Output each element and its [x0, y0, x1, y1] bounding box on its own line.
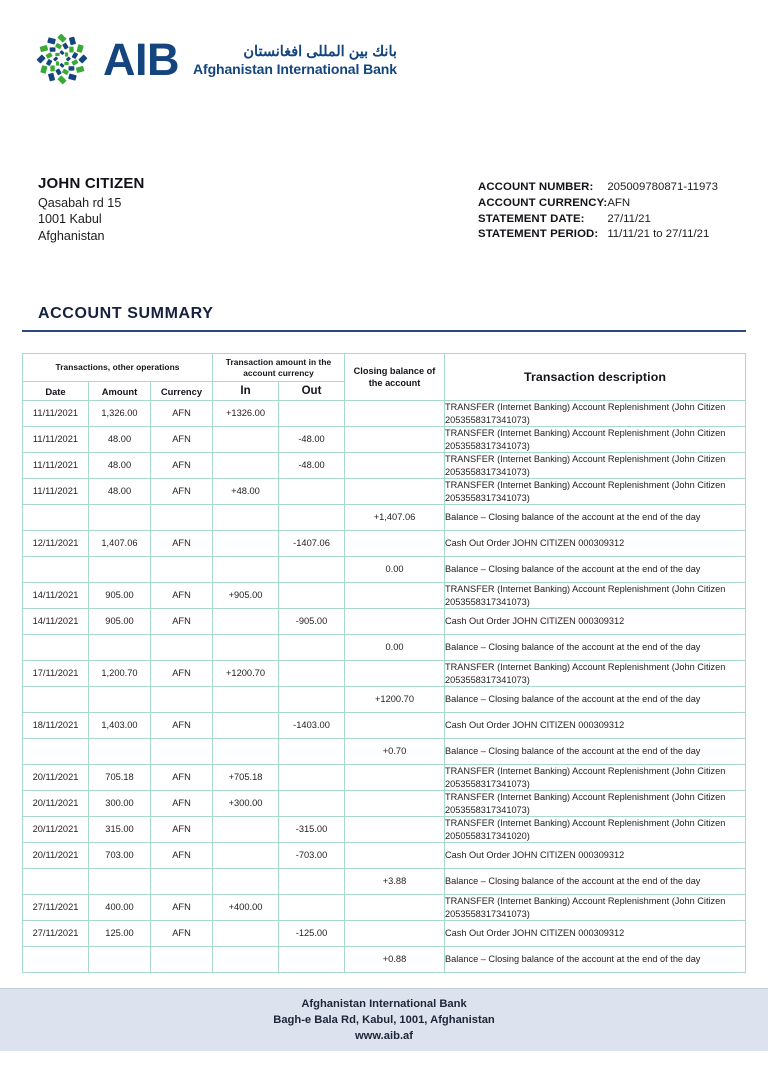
- cell-description: Cash Out Order JOHN CITIZEN 000309312: [445, 713, 746, 739]
- header-transaction-description: Transaction description: [445, 354, 746, 401]
- cell-in: [213, 843, 279, 869]
- cell-currency: [151, 635, 213, 661]
- balance-row: [23, 739, 746, 765]
- cell-currency: AFN: [151, 921, 213, 947]
- statement-date-value: 27/11/21: [607, 212, 651, 225]
- cell-amount: [89, 505, 151, 531]
- cell-amount: 1,407.06: [89, 531, 151, 557]
- cell-currency: [151, 687, 213, 713]
- cell-amount: [89, 947, 151, 973]
- cell-out: [279, 557, 345, 583]
- cell-out: -48.00: [279, 427, 345, 453]
- cell-balance: [345, 453, 445, 479]
- cell-balance: +1,407.06: [345, 505, 445, 531]
- customer-address-line-3: Afghanistan: [38, 228, 105, 243]
- aib-letters: AIB: [103, 33, 179, 85]
- cell-balance: [345, 583, 445, 609]
- cell-amount: 703.00: [89, 843, 151, 869]
- cell-description: Cash Out Order JOHN CITIZEN 000309312: [445, 609, 746, 635]
- account-currency-row: [478, 196, 718, 212]
- bank-name-english: Afghanistan International Bank: [193, 60, 397, 77]
- cell-in: [213, 609, 279, 635]
- cell-date: 14/11/2021: [23, 583, 89, 609]
- table-header-group-row: [23, 354, 746, 382]
- cell-currency: [151, 869, 213, 895]
- cell-description: Balance – Closing balance of the account at the end of the day: [445, 947, 746, 973]
- cell-balance: [345, 765, 445, 791]
- cell-date: [23, 557, 89, 583]
- cell-amount: 400.00: [89, 895, 151, 921]
- cell-date: 11/11/2021: [23, 427, 89, 453]
- cell-description: Balance – Closing balance of the account at the end of the day: [445, 505, 746, 531]
- cell-amount: 48.00: [89, 453, 151, 479]
- cell-currency: AFN: [151, 661, 213, 687]
- cell-in: [213, 635, 279, 661]
- header-out: Out: [279, 382, 345, 401]
- cell-currency: [151, 557, 213, 583]
- table-row: [23, 453, 746, 479]
- cell-out: [279, 479, 345, 505]
- cell-description: Cash Out Order JOHN CITIZEN 000309312: [445, 843, 746, 869]
- cell-description: TRANSFER (Internet Banking) Account Replenishment (John Citizen 2053558317341073): [445, 479, 746, 505]
- cell-amount: 48.00: [89, 427, 151, 453]
- header-date: Date: [23, 382, 89, 401]
- cell-date: [23, 947, 89, 973]
- cell-out: [279, 401, 345, 427]
- cell-date: 27/11/2021: [23, 921, 89, 947]
- cell-amount: 125.00: [89, 921, 151, 947]
- cell-in: [213, 817, 279, 843]
- cell-currency: AFN: [151, 583, 213, 609]
- cell-amount: 48.00: [89, 479, 151, 505]
- cell-balance: 0.00: [345, 635, 445, 661]
- cell-amount: 1,200.70: [89, 661, 151, 687]
- cell-currency: AFN: [151, 609, 213, 635]
- cell-currency: [151, 947, 213, 973]
- cell-amount: 300.00: [89, 791, 151, 817]
- cell-date: [23, 687, 89, 713]
- account-number-row: [478, 180, 718, 196]
- cell-date: 20/11/2021: [23, 817, 89, 843]
- cell-amount: 905.00: [89, 609, 151, 635]
- cell-out: [279, 687, 345, 713]
- cell-amount: 1,403.00: [89, 713, 151, 739]
- cell-balance: [345, 843, 445, 869]
- cell-balance: [345, 401, 445, 427]
- cell-out: -1407.06: [279, 531, 345, 557]
- title-divider: [22, 330, 746, 332]
- cell-date: 12/11/2021: [23, 531, 89, 557]
- cell-currency: AFN: [151, 713, 213, 739]
- transactions-table: [22, 353, 746, 973]
- table-row: [23, 583, 746, 609]
- header-amount: Amount: [89, 382, 151, 401]
- cell-balance: [345, 713, 445, 739]
- cell-in: [213, 505, 279, 531]
- table-row: [23, 713, 746, 739]
- table-row: [23, 895, 746, 921]
- cell-in: [213, 531, 279, 557]
- cell-date: 11/11/2021: [23, 453, 89, 479]
- cell-out: [279, 869, 345, 895]
- cell-currency: AFN: [151, 453, 213, 479]
- cell-date: 20/11/2021: [23, 765, 89, 791]
- cell-in: [213, 427, 279, 453]
- header-transactions-group: Transactions, other operations: [23, 354, 213, 382]
- transactions-table-body: [23, 401, 746, 973]
- cell-balance: +3.88: [345, 869, 445, 895]
- cell-out: [279, 791, 345, 817]
- cell-balance: [345, 479, 445, 505]
- cell-balance: [345, 531, 445, 557]
- cell-balance: [345, 895, 445, 921]
- cell-date: 18/11/2021: [23, 713, 89, 739]
- table-row: [23, 427, 746, 453]
- cell-description: Cash Out Order JOHN CITIZEN 000309312: [445, 921, 746, 947]
- cell-amount: [89, 739, 151, 765]
- table-row: [23, 765, 746, 791]
- cell-description: TRANSFER (Internet Banking) Account Replenishment (John Citizen 2053558317341073): [445, 453, 746, 479]
- cell-out: -1403.00: [279, 713, 345, 739]
- cell-amount: [89, 635, 151, 661]
- balance-row: [23, 869, 746, 895]
- footer-website: www.aib.af: [354, 1030, 414, 1042]
- cell-description: TRANSFER (Internet Banking) Account Replenishment (John Citizen 2053558317341073): [445, 401, 746, 427]
- cell-balance: [345, 609, 445, 635]
- balance-row: [23, 505, 746, 531]
- cell-in: [213, 713, 279, 739]
- table-row: [23, 401, 746, 427]
- cell-out: [279, 739, 345, 765]
- cell-date: [23, 869, 89, 895]
- cell-currency: AFN: [151, 843, 213, 869]
- cell-in: [213, 739, 279, 765]
- cell-balance: +0.88: [345, 947, 445, 973]
- balance-row: [23, 947, 746, 973]
- balance-row: [23, 635, 746, 661]
- cell-date: 17/11/2021: [23, 661, 89, 687]
- cell-description: Balance – Closing balance of the account at the end of the day: [445, 557, 746, 583]
- cell-amount: 1,326.00: [89, 401, 151, 427]
- account-currency-label: ACCOUNT CURRENCY:: [478, 196, 608, 209]
- cell-date: 20/11/2021: [23, 843, 89, 869]
- cell-currency: AFN: [151, 895, 213, 921]
- cell-in: [213, 453, 279, 479]
- header-currency: Currency: [151, 382, 213, 401]
- cell-out: [279, 895, 345, 921]
- cell-description: TRANSFER (Internet Banking) Account Replenishment (John Citizen 2053558317341073): [445, 895, 746, 921]
- cell-description: Balance – Closing balance of the account at the end of the day: [445, 869, 746, 895]
- cell-currency: [151, 739, 213, 765]
- customer-address-line-2: 1001 Kabul: [38, 212, 102, 226]
- cell-description: TRANSFER (Internet Banking) Account Replenishment (John Citizen 2053558317341073): [445, 583, 746, 609]
- cell-in: +705.18: [213, 765, 279, 791]
- cell-description: TRANSFER (Internet Banking) Account Replenishment (John Citizen 2053558317341073): [445, 661, 746, 687]
- table-row: [23, 609, 746, 635]
- page-title: ACCOUNT SUMMARY: [38, 305, 214, 322]
- customer-address-block: [38, 176, 145, 244]
- cell-out: -703.00: [279, 843, 345, 869]
- cell-in: +300.00: [213, 791, 279, 817]
- cell-description: TRANSFER (Internet Banking) Account Replenishment (John Citizen 2053558317341073): [445, 791, 746, 817]
- cell-balance: [345, 791, 445, 817]
- statement-date-label: STATEMENT DATE:: [478, 212, 585, 225]
- cell-amount: [89, 687, 151, 713]
- account-number-value: 205009780871-11973: [607, 181, 718, 193]
- table-row: [23, 843, 746, 869]
- cell-date: 14/11/2021: [23, 609, 89, 635]
- cell-currency: AFN: [151, 479, 213, 505]
- table-row: [23, 661, 746, 687]
- customer-name: JOHN CITIZEN: [38, 175, 145, 192]
- cell-out: -315.00: [279, 817, 345, 843]
- cell-description: TRANSFER (Internet Banking) Account Replenishment (John Citizen 2053558317341073): [445, 765, 746, 791]
- cell-description: TRANSFER (Internet Banking) Account Replenishment (John Citizen 2053558317341073): [445, 427, 746, 453]
- cell-date: 27/11/2021: [23, 895, 89, 921]
- cell-date: [23, 739, 89, 765]
- cell-description: TRANSFER (Internet Banking) Account Replenishment (John Citizen 2050558317341020): [445, 817, 746, 843]
- cell-date: 20/11/2021: [23, 791, 89, 817]
- table-row: [23, 531, 746, 557]
- account-number-label: ACCOUNT NUMBER:: [478, 181, 594, 193]
- header-in: In: [213, 382, 279, 401]
- header-amount-group: Transaction amount in the account currency: [213, 354, 345, 382]
- cell-in: +400.00: [213, 895, 279, 921]
- transactions-table-wrapper: [22, 353, 746, 973]
- table-row: [23, 479, 746, 505]
- table-row: [23, 921, 746, 947]
- cell-out: [279, 635, 345, 661]
- bank-name-arabic: بانك بين المللی افغانستان: [243, 43, 397, 60]
- cell-currency: AFN: [151, 427, 213, 453]
- page-footer: [0, 988, 768, 1051]
- cell-balance: 0.00: [345, 557, 445, 583]
- cell-date: 11/11/2021: [23, 401, 89, 427]
- cell-description: Balance – Closing balance of the account at the end of the day: [445, 635, 746, 661]
- cell-out: [279, 947, 345, 973]
- table-row: [23, 817, 746, 843]
- aib-mandala-logo-icon: [33, 30, 91, 88]
- cell-balance: +1200.70: [345, 687, 445, 713]
- cell-out: -125.00: [279, 921, 345, 947]
- balance-row: [23, 687, 746, 713]
- footer-bank-name: Afghanistan International Bank: [301, 998, 467, 1010]
- brand-wordmark: [103, 33, 397, 85]
- cell-date: 11/11/2021: [23, 479, 89, 505]
- statement-period-row: [478, 227, 718, 243]
- cell-date: [23, 635, 89, 661]
- cell-in: +1326.00: [213, 401, 279, 427]
- cell-amount: 315.00: [89, 817, 151, 843]
- cell-in: [213, 947, 279, 973]
- cell-currency: AFN: [151, 531, 213, 557]
- cell-out: [279, 661, 345, 687]
- cell-out: [279, 505, 345, 531]
- cell-in: +905.00: [213, 583, 279, 609]
- cell-currency: [151, 505, 213, 531]
- cell-currency: AFN: [151, 401, 213, 427]
- cell-balance: [345, 817, 445, 843]
- cell-currency: AFN: [151, 817, 213, 843]
- cell-in: +1200.70: [213, 661, 279, 687]
- cell-out: -48.00: [279, 453, 345, 479]
- cell-balance: [345, 661, 445, 687]
- cell-in: [213, 921, 279, 947]
- brand-header: [33, 30, 397, 88]
- cell-balance: [345, 427, 445, 453]
- cell-description: Balance – Closing balance of the account at the end of the day: [445, 739, 746, 765]
- statement-period-value: 11/11/21 to 27/11/21: [607, 228, 710, 241]
- cell-balance: +0.70: [345, 739, 445, 765]
- cell-out: [279, 765, 345, 791]
- cell-balance: [345, 921, 445, 947]
- cell-description: Balance – Closing balance of the account at the end of the day: [445, 687, 746, 713]
- cell-amount: [89, 557, 151, 583]
- balance-row: [23, 557, 746, 583]
- statement-date-row: [478, 212, 718, 228]
- cell-amount: 705.18: [89, 765, 151, 791]
- cell-date: [23, 505, 89, 531]
- cell-description: Cash Out Order JOHN CITIZEN 000309312: [445, 531, 746, 557]
- header-closing-balance: Closing balance of the account: [345, 354, 445, 401]
- cell-out: [279, 583, 345, 609]
- cell-currency: AFN: [151, 765, 213, 791]
- table-row: [23, 791, 746, 817]
- cell-in: [213, 557, 279, 583]
- cell-in: [213, 869, 279, 895]
- footer-address: Bagh-e Bala Rd, Kabul, 1001, Afghanistan: [273, 1014, 495, 1026]
- cell-amount: [89, 869, 151, 895]
- cell-currency: AFN: [151, 791, 213, 817]
- cell-out: -905.00: [279, 609, 345, 635]
- account-metadata-block: [478, 180, 718, 243]
- cell-amount: 905.00: [89, 583, 151, 609]
- cell-in: +48.00: [213, 479, 279, 505]
- statement-period-label: STATEMENT PERIOD:: [478, 228, 599, 241]
- customer-address-line-1: Qasabah rd 15: [38, 195, 122, 210]
- cell-in: [213, 687, 279, 713]
- account-currency-value: AFN: [607, 196, 631, 209]
